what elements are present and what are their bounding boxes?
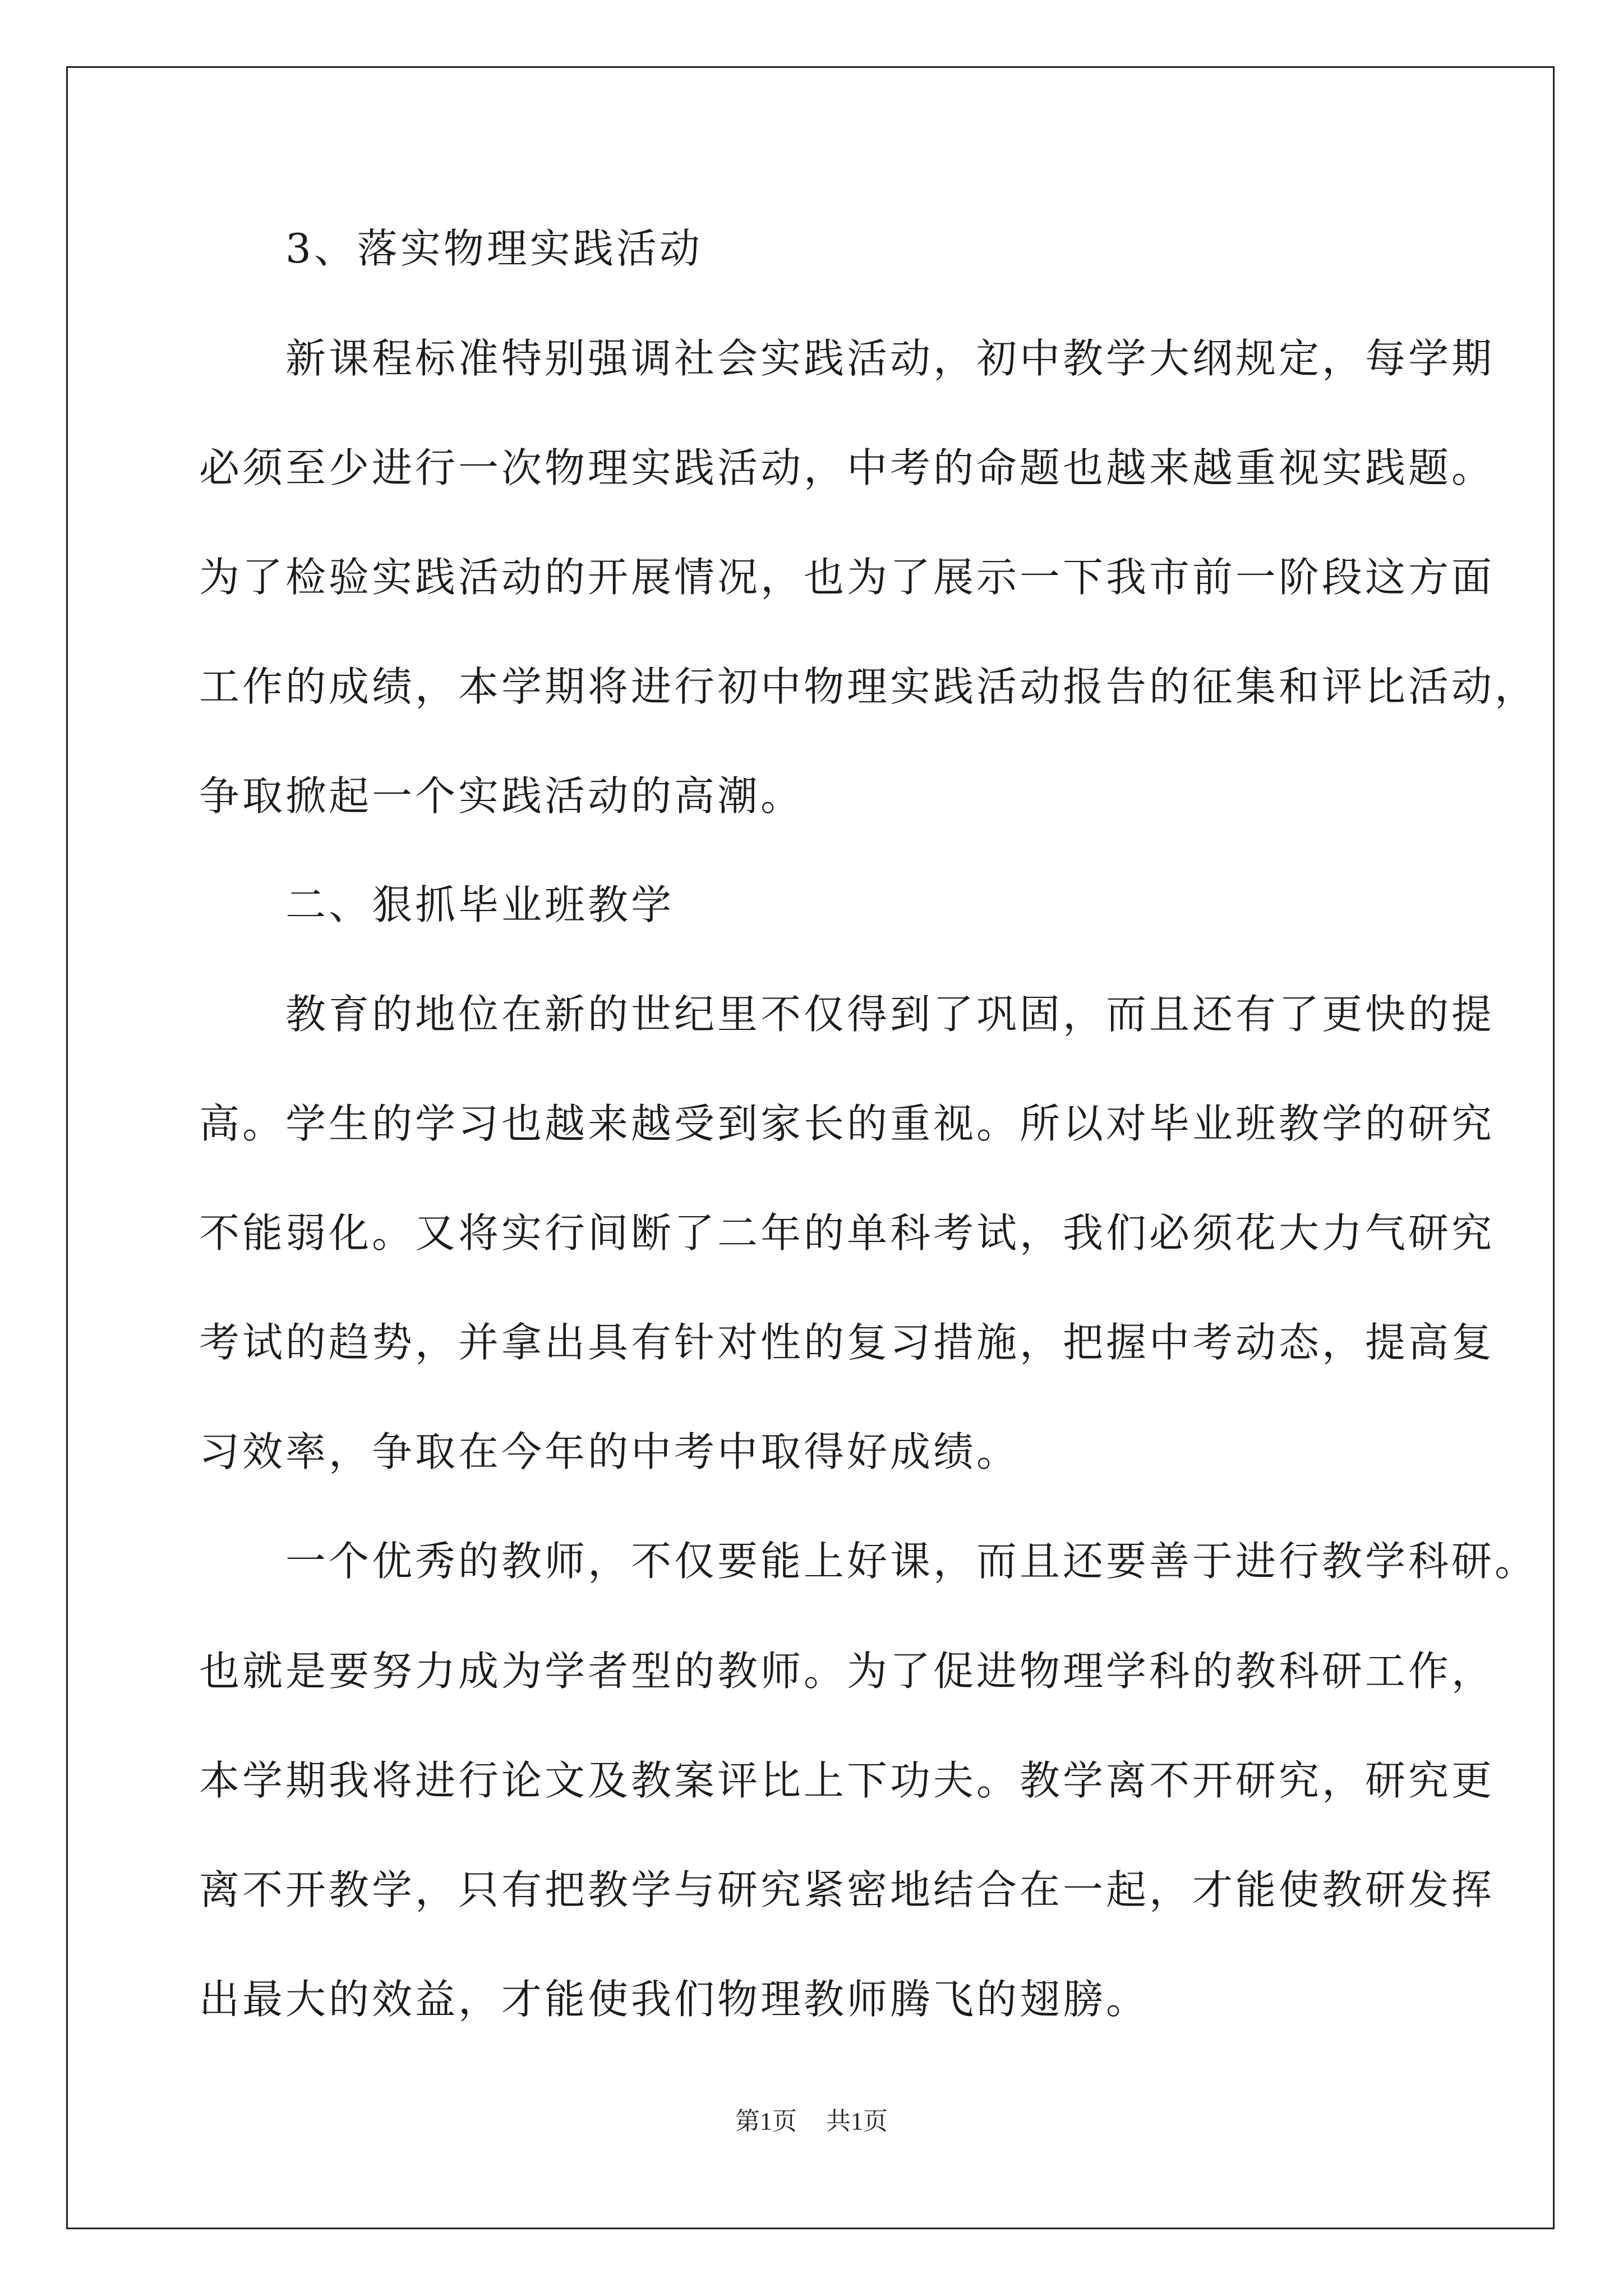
paragraph-line: 不能弱化。又将实行间断了二年的单科考试，我们必须花大力气研究	[199, 1209, 1495, 1257]
paragraph-line: 一个优秀的教师，不仅要能上好课，而且还要善于进行教学科研。	[199, 1538, 1538, 1585]
paragraph-line: 考试的趋势，并拿出具有针对性的复习措施，把握中考动态，提高复	[199, 1319, 1495, 1366]
paragraph-line: 离不开教学，只有把教学与研究紧密地结合在一起，才能使教研发挥	[199, 1866, 1495, 1913]
heading-graduating-class: 二、狠抓毕业班教学	[199, 881, 675, 928]
paragraph-line: 争取掀起一个实践活动的高潮。	[199, 772, 804, 820]
paragraph-line: 工作的成绩，本学期将进行初中物理实践活动报告的征集和评比活动，	[199, 663, 1538, 710]
paragraph-line: 为了检验实践活动的开展情况，也为了展示一下我市前一阶段这方面	[199, 554, 1495, 601]
paragraph-line: 也就是要努力成为学者型的教师。为了促进物理学科的教科研工作，	[199, 1648, 1495, 1695]
paragraph-line: 出最大的效益，才能使我们物理教师腾飞的翅膀。	[199, 1976, 1150, 2023]
paragraph-line: 新课程标准特别强调社会实践活动，初中教学大纲规定，每学期	[199, 335, 1495, 382]
paragraph-line: 本学期我将进行论文及教案评比上下功夫。教学离不开研究，研究更	[199, 1757, 1495, 1804]
paragraph-line: 高。学生的学习也越来越受到家长的重视。所以对毕业班教学的研究	[199, 1100, 1495, 1147]
paragraph-line: 习效率，争取在今年的中考中取得好成绩。	[199, 1428, 1020, 1475]
heading-practice-activities: 3、落实物理实践活动	[199, 225, 703, 272]
page-number: 第1页	[735, 2108, 797, 2135]
page-total: 共1页	[826, 2108, 888, 2135]
page-footer	[0, 2105, 1623, 2138]
paragraph-line: 必须至少进行一次物理实践活动，中考的命题也越来越重视实践题。	[199, 444, 1495, 491]
paragraph-line: 教育的地位在新的世纪里不仅得到了巩固，而且还有了更快的提	[199, 991, 1495, 1038]
